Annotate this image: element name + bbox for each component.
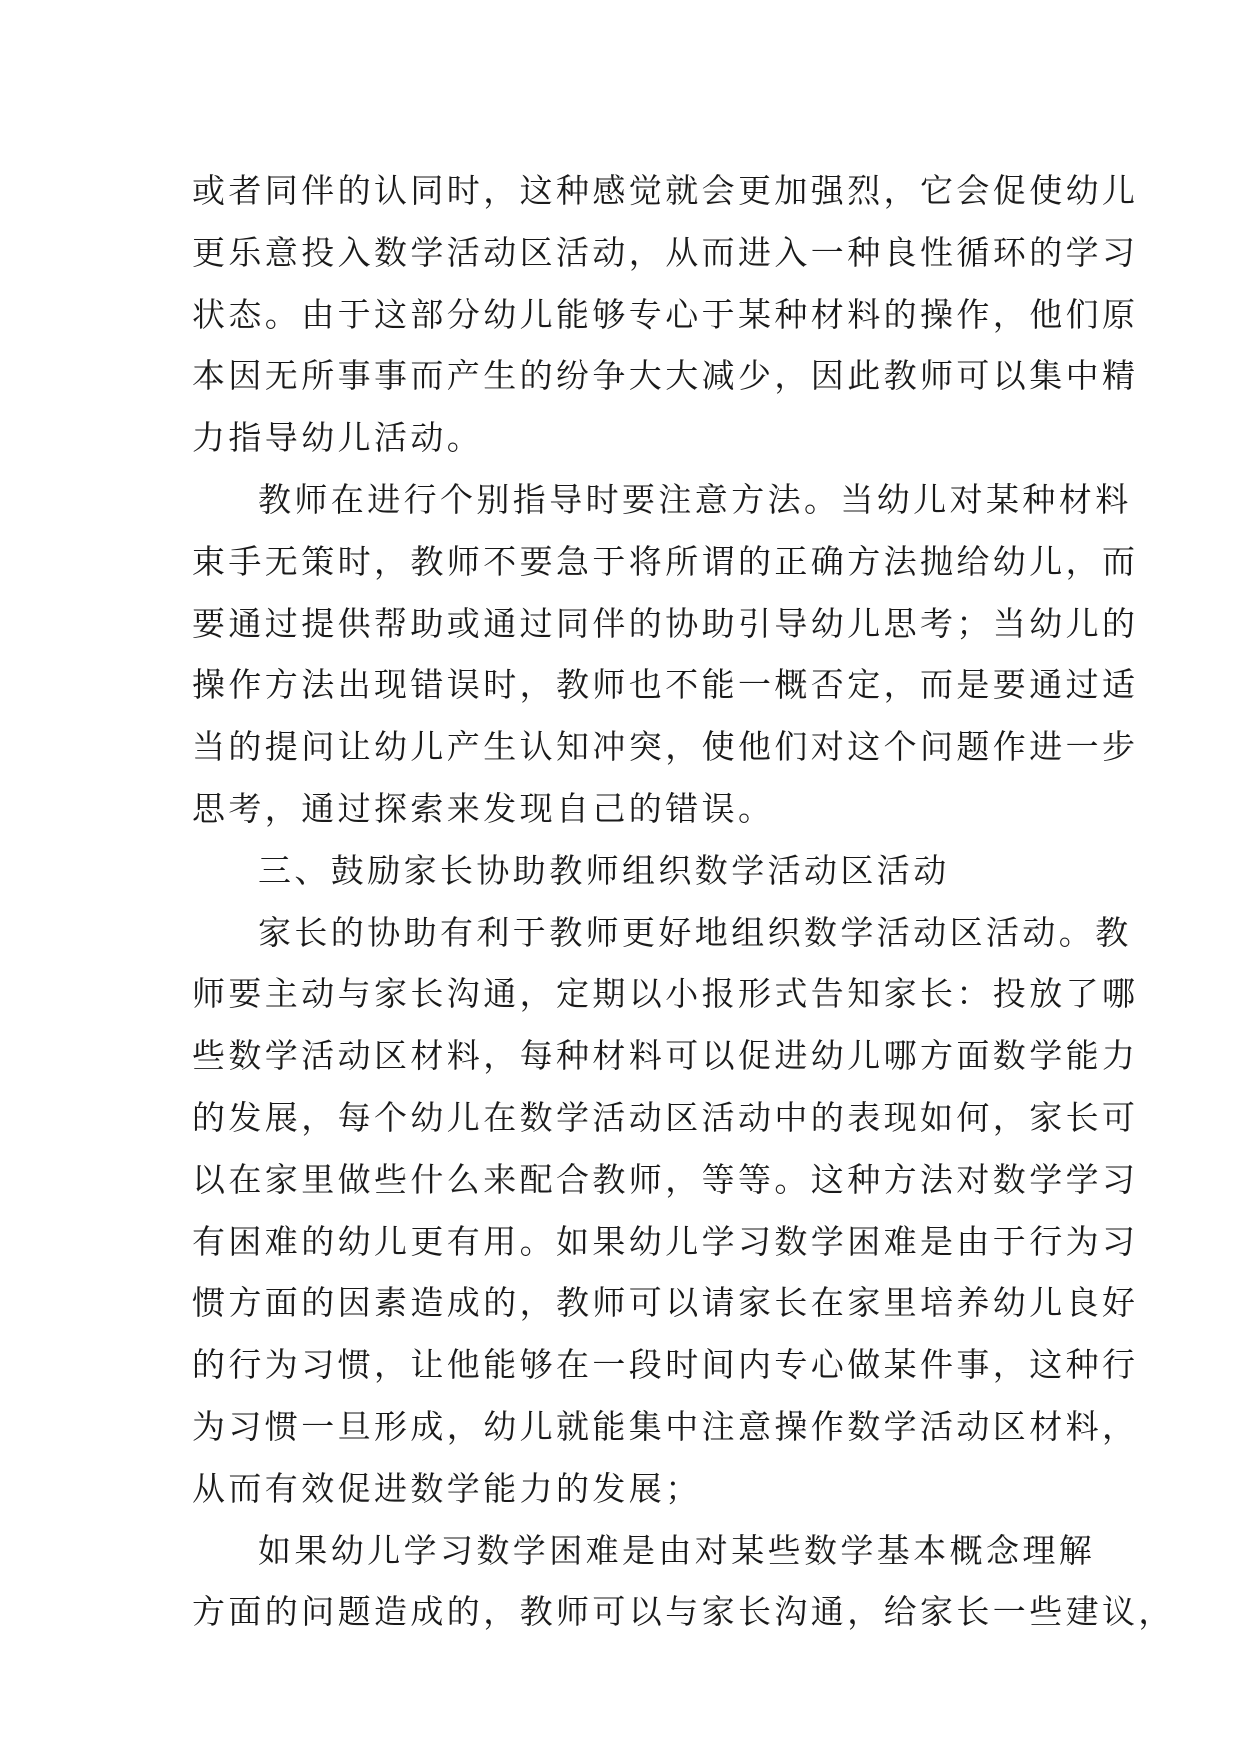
text-line: 以在家里做些什么来配合教师，等等。这种方法对数学学习	[192, 1159, 1139, 1199]
body-text	[192, 160, 1175, 1643]
text-line: 当的提问让幼儿产生认知冲突，使他们对这个问题作进一步	[192, 727, 1139, 767]
text-line: 些数学活动区材料，每种材料可以促进幼儿哪方面数学能力	[192, 1036, 1139, 1076]
text-line: 力指导幼儿活动。	[192, 418, 484, 458]
text-line: 本因无所事事而产生的纷争大大减少，因此教师可以集中精	[192, 356, 1139, 396]
text-line: 束手无策时，教师不要急于将所谓的正确方法抛给幼儿，而	[192, 541, 1139, 581]
text-line: 家长的协助有利于教师更好地组织数学活动区活动。教	[258, 912, 1132, 952]
text-line: 思考，通过探索来发现自己的错误。	[192, 788, 775, 828]
text-line: 从而有效促进数学能力的发展；	[192, 1468, 702, 1508]
text-line: 操作方法出现错误时，教师也不能一概否定，而是要通过适	[192, 665, 1139, 705]
text-line: 更乐意投入数学活动区活动，从而进入一种良性循环的学习	[192, 232, 1139, 272]
text-line: 师要主动与家长沟通，定期以小报形式告知家长：投放了哪	[192, 974, 1139, 1014]
text-line: 或者同伴的认同时，这种感觉就会更加强烈，它会促使幼儿	[192, 171, 1139, 210]
text-line: 如果幼儿学习数学困难是由对某些数学基本概念理解	[258, 1530, 1096, 1570]
text-line: 为习惯一旦形成，幼儿就能集中注意操作数学活动区材料，	[192, 1406, 1139, 1446]
text-line: 教师在进行个别指导时要注意方法。当幼儿对某种材料	[258, 479, 1132, 519]
text-line: 惯方面的因素造成的，教师可以请家长在家里培养幼儿良好	[192, 1283, 1139, 1323]
text-line: 有困难的幼儿更有用。如果幼儿学习数学困难是由于行为习	[192, 1221, 1139, 1261]
text-line: 方面的问题造成的，教师可以与家长沟通，给家长一些建议，	[192, 1592, 1175, 1632]
text-line: 三、鼓励家长协助教师组织数学活动区活动	[258, 850, 950, 890]
text-line: 要通过提供帮助或通过同伴的协助引导幼儿思考；当幼儿的	[192, 603, 1139, 643]
text-line: 的发展，每个幼儿在数学活动区活动中的表现如何，家长可	[192, 1097, 1139, 1137]
text-line: 状态。由于这部分幼儿能够专心于某种材料的操作，他们原	[192, 294, 1139, 334]
text-line: 的行为习惯，让他能够在一段时间内专心做某件事，这种行	[192, 1345, 1139, 1385]
